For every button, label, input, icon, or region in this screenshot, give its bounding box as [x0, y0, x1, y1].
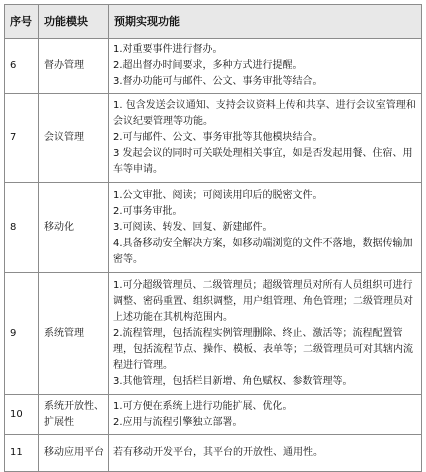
- description-line: 2.流程管理，包括流程实例管理删除、终止、激活等；流程配置管理，包括流程节点、操作、模板、表单等；二级管理员可对其辖内流程进行管理。: [113, 327, 413, 371]
- description-line: 3.可阅读、转发、回复、新建邮件。: [113, 221, 273, 233]
- header-function: 预期实现功能: [109, 5, 422, 39]
- description-line: 3.其他管理，包括栏目新增、角色赋权、参数管理等。: [113, 375, 353, 387]
- row-number: 9: [5, 273, 39, 395]
- row-module: 系统管理: [39, 273, 109, 395]
- table-row: [5, 273, 422, 395]
- row-number: 8: [5, 183, 39, 273]
- description-line: 2.可事务审批。: [113, 205, 183, 217]
- row-description: [109, 395, 422, 435]
- description-line: 2.可与邮件、公文、事务审批等其他模块结合。: [113, 132, 323, 143]
- row-number: 6: [5, 39, 39, 94]
- description-line: 3.督办功能可与邮件、公文、事务审批等结合。: [113, 76, 323, 87]
- description-line: 3 发起会议的同时可关联处理相关事宜，如是否发起用餐、住宿、用车等申请。: [113, 148, 413, 175]
- row-description: [109, 183, 422, 273]
- row-description: [109, 435, 422, 472]
- requirements-table-wrapper: [4, 4, 422, 472]
- table-row: [5, 395, 422, 435]
- row-number: 7: [5, 94, 39, 183]
- row-number: 11: [5, 435, 39, 472]
- description-line: 1.可方便在系统上进行功能扩展、优化。: [113, 400, 293, 412]
- row-module: 移动应用平台: [39, 435, 109, 472]
- description-line: 1.对重要事件进行督办。: [113, 44, 223, 55]
- table-row: [5, 94, 422, 183]
- header-module: 功能模块: [39, 5, 109, 39]
- description-line: 1. 包含发送会议通知、支持会议资料上传和共享、进行会议室管理和会议纪要管理等功能。: [113, 100, 416, 127]
- row-description: [109, 39, 422, 94]
- table-row: [5, 435, 422, 472]
- row-module: 系统开放性、扩展性: [39, 395, 109, 435]
- description-line: 1.公文审批、阅读；可阅读用印后的脱密文件。: [113, 189, 323, 201]
- description-line: 1.可分超级管理员、二级管理员；超级管理员对所有人员组织可进行调整、密码重置、组织调整，用户组管理、角色管理；二级管理员对上述功能在其机构范围内。: [113, 279, 413, 323]
- description-line: 若有移动开发平台，其平台的开放性、通用性。: [113, 447, 323, 458]
- row-description: [109, 94, 422, 183]
- row-description: [109, 273, 422, 395]
- description-line: 4.具备移动安全解决方案，如移动端浏览的文件不落地，数据传输加密等。: [113, 237, 413, 265]
- requirements-table: [4, 4, 422, 472]
- header-number: 序号: [5, 5, 39, 39]
- description-line: 2.超出督办时间要求，多种方式进行提醒。: [113, 60, 303, 71]
- description-line: 2.应用与流程引擎独立部署。: [113, 416, 243, 428]
- table-row: [5, 39, 422, 94]
- row-module: 移动化: [39, 183, 109, 273]
- table-header-row: [5, 5, 422, 39]
- row-number: 10: [5, 395, 39, 435]
- table-row: [5, 183, 422, 273]
- row-module: 会议管理: [39, 94, 109, 183]
- row-module: 督办管理: [39, 39, 109, 94]
